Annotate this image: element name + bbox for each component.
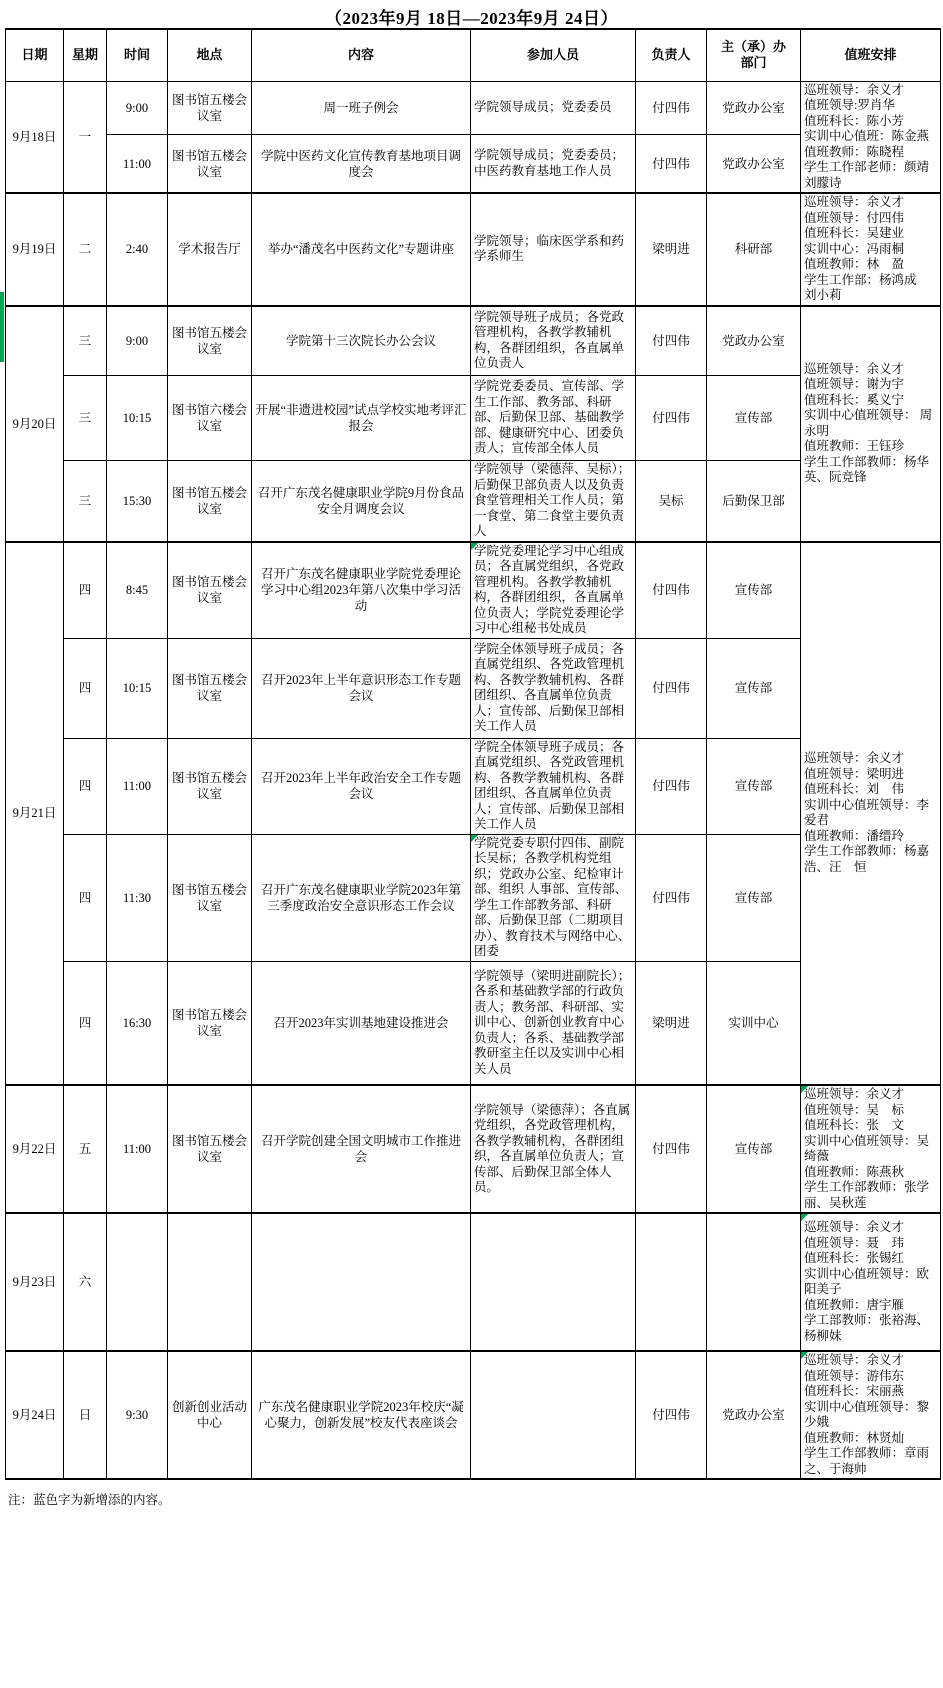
- schedule-table: [5, 28, 941, 1480]
- time-cell: 9:00: [107, 306, 168, 376]
- leader-cell: [636, 1213, 707, 1351]
- place-cell: 图书馆五楼会议室: [168, 542, 252, 639]
- place-cell: 图书馆五楼会议室: [168, 461, 252, 542]
- content-cell: [252, 1213, 471, 1351]
- content-cell: 学院第十三次院长办公会议: [252, 306, 471, 376]
- content-cell: 周一班子例会: [252, 81, 471, 135]
- table-row: [6, 135, 941, 193]
- participants-cell: 学院领导成员；党委委员；中医药教育基地工作人员: [471, 135, 636, 193]
- time-cell: 11:00: [107, 738, 168, 834]
- dept-cell: 宣传部: [707, 1085, 801, 1213]
- table-row: [6, 81, 941, 135]
- leader-cell: 付四伟: [636, 1085, 707, 1213]
- dept-cell: 党政办公室: [707, 135, 801, 193]
- duty-cell: 巡班领导：余义才 值班领导:罗肖华 值班科长：陈小芳 实训中心值班：陈金燕 值班教师：陈晓程 学生工作部老师：颜靖 刘朦诗: [801, 81, 941, 193]
- place-cell: 图书馆五楼会议室: [168, 961, 252, 1085]
- table-row: [6, 461, 941, 542]
- header-row: [6, 29, 941, 81]
- time-cell: 11:00: [107, 1085, 168, 1213]
- place-cell: 图书馆五楼会议室: [168, 834, 252, 961]
- dept-cell: 后勤保卫部: [707, 461, 801, 542]
- leader-cell: 梁明进: [636, 193, 707, 306]
- time-cell: 11:00: [107, 135, 168, 193]
- content-cell: 召开2023年上半年政治安全工作专题会议: [252, 738, 471, 834]
- date-cell: 9月18日: [6, 81, 64, 193]
- week-cell: 四: [64, 961, 107, 1085]
- table-row: [6, 542, 941, 639]
- table-row: [6, 1351, 941, 1479]
- place-cell: 创新创业活动中心: [168, 1351, 252, 1479]
- content-cell: 召开2023年实训基地建设推进会: [252, 961, 471, 1085]
- leader-cell: 付四伟: [636, 834, 707, 961]
- leader-cell: 付四伟: [636, 376, 707, 461]
- place-cell: 图书馆五楼会议室: [168, 638, 252, 738]
- content-cell: 广东茂名健康职业学院2023年校庆“凝心聚力，创新发展”校友代表座谈会: [252, 1351, 471, 1479]
- week-cell: 四: [64, 834, 107, 961]
- participants-cell: 学院全体领导班子成员；各直属党组织、各党政管理机构、各教学教辅机构、各群团组织、各直属单位负责人；宣传部、后勤保卫部相关工作人员: [471, 638, 636, 738]
- time-cell: 10:15: [107, 376, 168, 461]
- col-header-weekday: 星期: [64, 29, 107, 81]
- leader-cell: 付四伟: [636, 306, 707, 376]
- leader-cell: 付四伟: [636, 81, 707, 135]
- dept-cell: [707, 1213, 801, 1351]
- table-row: [6, 834, 941, 961]
- col-header-department: 主（承）办 部门: [707, 29, 801, 81]
- participants-cell: 学院领导；临床医学系和药学系师生: [471, 193, 636, 306]
- duty-cell: 巡班领导：余义才 值班领导：游伟东 值班科长：宋丽燕 实训中心值班领导：黎少娥 值班教师：林贤灿 学生工作部教师：章雨之、于海帅: [801, 1351, 941, 1479]
- leader-cell: 付四伟: [636, 738, 707, 834]
- content-cell: 召开广东茂名健康职业学院2023年第三季度政治安全意识形态工作会议: [252, 834, 471, 961]
- dept-cell: 宣传部: [707, 638, 801, 738]
- dept-cell: 科研部: [707, 193, 801, 306]
- participants-cell: 学院党委专职付四伟、副院长吴标；各教学机构党组织；党政办公室、纪检审计部、组织 人事部、宣传部、学生工作部教务部、科研部、后勤保卫部（二期项目办）、教育技术与网络中心、团委: [471, 834, 636, 961]
- time-cell: 9:30: [107, 1351, 168, 1479]
- table-row: [6, 306, 941, 376]
- place-cell: [168, 1213, 252, 1351]
- dept-cell: 宣传部: [707, 542, 801, 639]
- leader-cell: 付四伟: [636, 1351, 707, 1479]
- time-cell: 11:30: [107, 834, 168, 961]
- col-header-place: 地点: [168, 29, 252, 81]
- participants-cell: 学院党委委员、宣传部、学生工作部、教务部、科研部、后勤保卫部、基础教学部、健康研究中心、团委负责人；宣传部全体人员: [471, 376, 636, 461]
- content-cell: 学院中医药文化宣传教育基地项目调度会: [252, 135, 471, 193]
- week-cell: 三: [64, 306, 107, 376]
- leader-cell: 吴标: [636, 461, 707, 542]
- table-row: [6, 376, 941, 461]
- place-cell: 图书馆五楼会议室: [168, 306, 252, 376]
- dept-cell: 宣传部: [707, 834, 801, 961]
- week-cell: 六: [64, 1213, 107, 1351]
- place-cell: 图书馆五楼会议室: [168, 738, 252, 834]
- leader-cell: 梁明进: [636, 961, 707, 1085]
- dept-cell: 宣传部: [707, 376, 801, 461]
- dept-cell: 党政办公室: [707, 306, 801, 376]
- duty-cell: 巡班领导：余义才 值班领导：吴 标 值班科长：张 文 实训中心值班领导：吴绮薇 值班教师：陈燕秋 学生工作部教师：张学丽、吴秋莲: [801, 1085, 941, 1213]
- dept-cell: 党政办公室: [707, 1351, 801, 1479]
- participants-cell: [471, 1213, 636, 1351]
- table-row: [6, 1213, 941, 1351]
- table-row: [6, 961, 941, 1085]
- time-cell: 15:30: [107, 461, 168, 542]
- table-row: [6, 738, 941, 834]
- week-cell: 一: [64, 81, 107, 193]
- leader-cell: 付四伟: [636, 542, 707, 639]
- table-row: [6, 638, 941, 738]
- week-cell: 日: [64, 1351, 107, 1479]
- time-cell: 10:15: [107, 638, 168, 738]
- week-cell: 二: [64, 193, 107, 306]
- leader-cell: 付四伟: [636, 135, 707, 193]
- dept-cell: 实训中心: [707, 961, 801, 1085]
- participants-cell: 学院领导（梁德萍、吴标）；后勤保卫部负责人以及负责食堂管理相关工作人员；第一食堂、第二食堂主要负责人: [471, 461, 636, 542]
- participants-cell: 学院全体领导班子成员；各直属党组织、各党政管理机构、各教学教辅机构、各群团组织、各直属单位负责人；宣传部、后勤保卫部相关工作人员: [471, 738, 636, 834]
- place-cell: 图书馆六楼会议室: [168, 376, 252, 461]
- week-cell: 五: [64, 1085, 107, 1213]
- content-cell: 召开学院创建全国文明城市工作推进会: [252, 1085, 471, 1213]
- col-header-duty: 值班安排: [801, 29, 941, 81]
- participants-cell: 学院领导（梁明进副院长）；各系和基础教学部的行政负责人；教务部、科研部、实训中心、创新创业教育中心负责人；各系、基础教学部教研室主任以及实训中心相关人员: [471, 961, 636, 1085]
- time-cell: 8:45: [107, 542, 168, 639]
- dept-cell: 宣传部: [707, 738, 801, 834]
- place-cell: 图书馆五楼会议室: [168, 81, 252, 135]
- leader-cell: 付四伟: [636, 638, 707, 738]
- content-cell: 开展“非遗进校园”试点学校实地考评汇报会: [252, 376, 471, 461]
- table-row: [6, 193, 941, 306]
- time-cell: [107, 1213, 168, 1351]
- duty-cell: 巡班领导：余义才 值班领导：聂 玮 值班科长：张锡红 实训中心值班领导：欧阳美子 值班教师：唐宇雁 学工部教师：张裕海、杨柳妹: [801, 1213, 941, 1351]
- participants-cell: 学院党委理论学习中心组成员；各直属党组织，各党政管理机构。各教学教辅机构，各群团组织，各直属单位负责人；学院党委理论学习中心组秘书处成员: [471, 542, 636, 639]
- week-cell: 三: [64, 461, 107, 542]
- date-cell: 9月22日: [6, 1085, 64, 1213]
- content-cell: 召开广东茂名健康职业学院党委理论学习中心组2023年第八次集中学习活动: [252, 542, 471, 639]
- page-title: （2023年9月 18日—2023年9月 24日）: [325, 9, 618, 28]
- time-cell: 2:40: [107, 193, 168, 306]
- time-cell: 9:00: [107, 81, 168, 135]
- place-cell: 图书馆五楼会议室: [168, 1085, 252, 1213]
- week-cell: 三: [64, 376, 107, 461]
- week-cell: 四: [64, 542, 107, 639]
- participants-cell: 学院领导班子成员；各党政管理机构，各教学教辅机构，各群团组织，各直属单位负责人: [471, 306, 636, 376]
- duty-cell: 巡班领导：余义才 值班领导：付四伟 值班科长：吴建业 实训中心：冯雨桐 值班教师：林 盈 学生工作部：杨鸿成 刘小莉: [801, 193, 941, 306]
- participants-cell: 学院领导（梁德萍）；各直属党组织，各党政管理机构，各教学教辅机构，各群团组织，各直属单位负责人；宣传部、后勤保卫部全体人员。: [471, 1085, 636, 1213]
- footer-note: 注：蓝色字为新增添的内容。: [8, 1493, 171, 1507]
- place-cell: 学术报告厅: [168, 193, 252, 306]
- col-header-date: 日期: [6, 29, 64, 81]
- col-header-content: 内容: [252, 29, 471, 81]
- date-cell: 9月19日: [6, 193, 64, 306]
- duty-cell: 巡班领导：余义才 值班领导：谢为宇 值班科长：奚义宁 实训中心值班领导： 周永明 值班教师：王钰珍 学生工作部教师：杨华英、阮竞锋: [801, 306, 941, 542]
- content-cell: 召开2023年上半年意识形态工作专题会议: [252, 638, 471, 738]
- duty-cell: 巡班领导：余义才 值班领导：梁明进 值班科长：刘 伟 实训中心值班领导：李爱君 值班教师：潘缙玲 学生工作部教师：杨嘉浩、汪 恒: [801, 542, 941, 1086]
- dept-cell: 党政办公室: [707, 81, 801, 135]
- week-cell: 四: [64, 738, 107, 834]
- place-cell: 图书馆五楼会议室: [168, 135, 252, 193]
- content-cell: 召开广东茂名健康职业学院9月份食品安全月调度会议: [252, 461, 471, 542]
- col-header-time: 时间: [107, 29, 168, 81]
- date-cell: 9月20日: [6, 306, 64, 542]
- participants-cell: [471, 1351, 636, 1479]
- row-highlight-marker: [0, 292, 4, 362]
- date-cell: 9月21日: [6, 542, 64, 1086]
- table-row: [6, 1085, 941, 1213]
- date-cell: 9月23日: [6, 1213, 64, 1351]
- col-header-leader: 负责人: [636, 29, 707, 81]
- week-cell: 四: [64, 638, 107, 738]
- content-cell: 举办“潘茂名中医药文化”专题讲座: [252, 193, 471, 306]
- date-cell: 9月24日: [6, 1351, 64, 1479]
- participants-cell: 学院领导成员；党委委员: [471, 81, 636, 135]
- col-header-participants: 参加人员: [471, 29, 636, 81]
- time-cell: 16:30: [107, 961, 168, 1085]
